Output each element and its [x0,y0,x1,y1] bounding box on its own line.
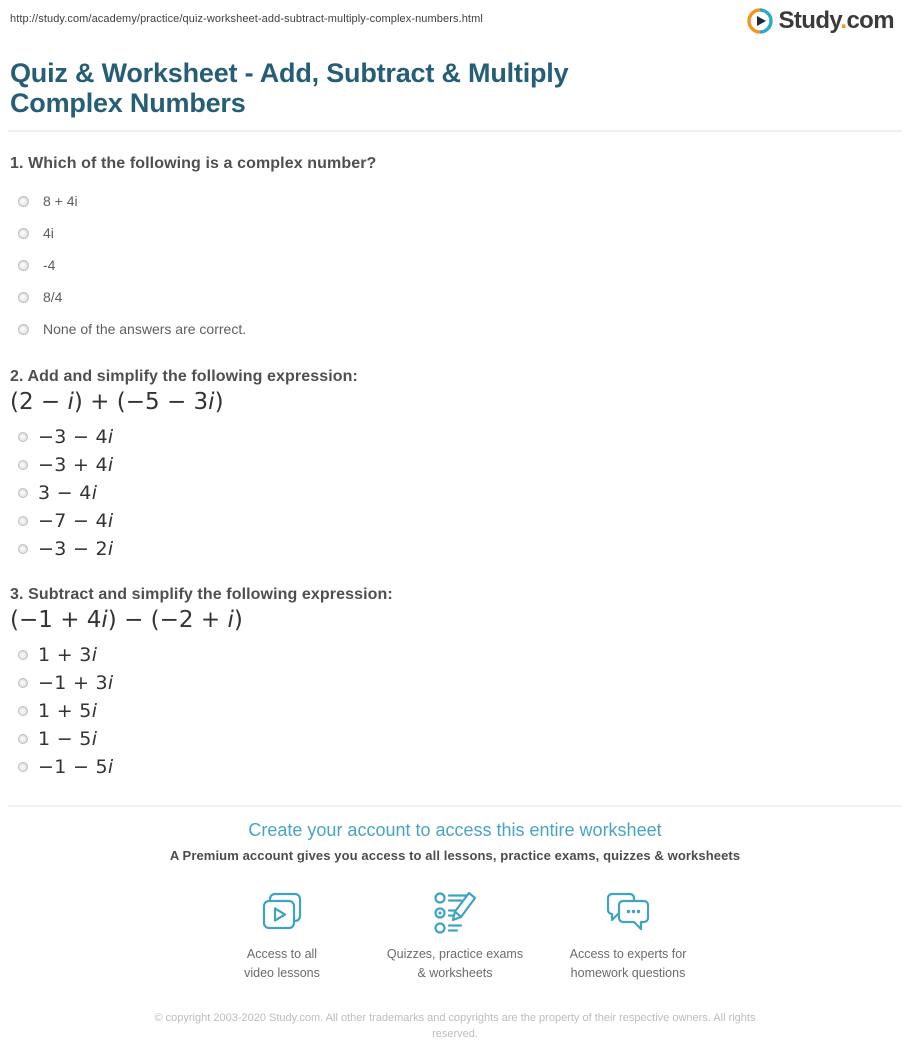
answer-option[interactable] [10,697,900,725]
question-2-options [10,423,900,563]
answer-option[interactable] [10,451,900,479]
premium-subheadline: A Premium account gives you access to all lessons, practice exams, quizzes & worksheets [169,848,741,863]
option-label: None of the answers are correct. [43,321,247,337]
benefit-video-lessons [196,888,369,984]
answer-option[interactable] [10,479,900,507]
benefit-expert-help [542,888,715,984]
benefit-label: Access to all video lessons [244,947,320,981]
option-label: −1 + 3i [38,672,114,694]
radio-button[interactable] [18,324,29,335]
question-2-expression: (2 − i) + (−5 − 3i) [10,389,224,415]
radio-button[interactable] [18,488,28,498]
answer-option[interactable] [10,281,900,313]
answer-option[interactable] [10,217,900,249]
option-label: -4 [43,257,56,273]
radio-button[interactable] [18,260,29,271]
radio-button[interactable] [18,544,28,554]
answer-option[interactable] [10,249,900,281]
option-label: 8 + 4i [43,193,78,209]
answer-option[interactable] [10,507,900,535]
studycom-logo-text: Study.com [778,7,894,34]
copyright-notice: © copyright 2003-2020 Study.com. All other trademarks and copyrights are the property of their respective owners. All rights reserved. [154,1011,756,1041]
answer-option[interactable] [10,669,900,697]
question-1 [0,155,910,345]
option-label: −3 − 4i [38,426,114,448]
answer-option[interactable] [10,535,900,563]
benefit-label: Quizzes, practice exams & worksheets [386,947,524,981]
option-label: −7 − 4i [38,510,114,532]
option-label: 1 − 5i [38,728,98,750]
question-2-prompt: 2. Add and simplify the following expression: [10,368,358,385]
radio-button[interactable] [18,292,29,303]
video-lessons-icon [257,888,307,938]
option-label: 4i [43,225,54,241]
question-1-options [10,185,900,345]
radio-button[interactable] [18,228,29,239]
experts-chat-icon [603,888,653,938]
signup-footer [0,820,910,1043]
create-account-headline[interactable]: Create your account to access this entire worksheet [248,820,662,840]
page-title: Quiz & Worksheet - Add, Subtract & Multiply Complex Numbers [10,58,569,118]
question-3-prompt: 3. Subtract and simplify the following expression: [10,586,393,603]
question-3-expression: (−1 + 4i) − (−2 + i) [10,607,243,633]
option-label: −3 + 4i [38,454,114,476]
radio-button[interactable] [18,678,28,688]
studycom-logo[interactable] [747,8,894,34]
studycom-play-icon [747,8,773,34]
radio-button[interactable] [18,650,28,660]
option-label: 1 + 3i [38,644,98,666]
radio-button[interactable] [18,734,28,744]
radio-button[interactable] [18,196,29,207]
option-label: 1 + 5i [38,700,98,722]
option-label: 3 − 4i [38,482,98,504]
option-label: −3 − 2i [38,538,114,560]
answer-option[interactable] [10,753,900,781]
page-header [0,0,910,34]
radio-button[interactable] [18,706,28,716]
footer-divider [8,805,902,807]
page-url: http://study.com/academy/practice/quiz-worksheet-add-subtract-multiply-complex-numbers.html [10,13,483,25]
question-3 [0,586,910,781]
benefit-quizzes-worksheets [369,888,542,984]
radio-button[interactable] [18,432,28,442]
option-label: 8/4 [43,289,63,305]
question-3-options [10,641,900,781]
answer-option[interactable] [10,725,900,753]
answer-option[interactable] [10,313,900,345]
answer-option[interactable] [10,641,900,669]
radio-button[interactable] [18,460,28,470]
benefits-row [0,888,910,984]
title-divider [8,130,902,132]
radio-button[interactable] [18,762,28,772]
benefit-label: Access to experts for homework questions [569,947,687,981]
question-1-prompt: 1. Which of the following is a complex number? [10,155,377,172]
answer-option[interactable] [10,423,900,451]
answer-option[interactable] [10,185,900,217]
option-label: −1 − 5i [38,756,114,778]
question-2 [0,368,910,563]
radio-button[interactable] [18,516,28,526]
quizzes-worksheets-icon [430,888,480,938]
